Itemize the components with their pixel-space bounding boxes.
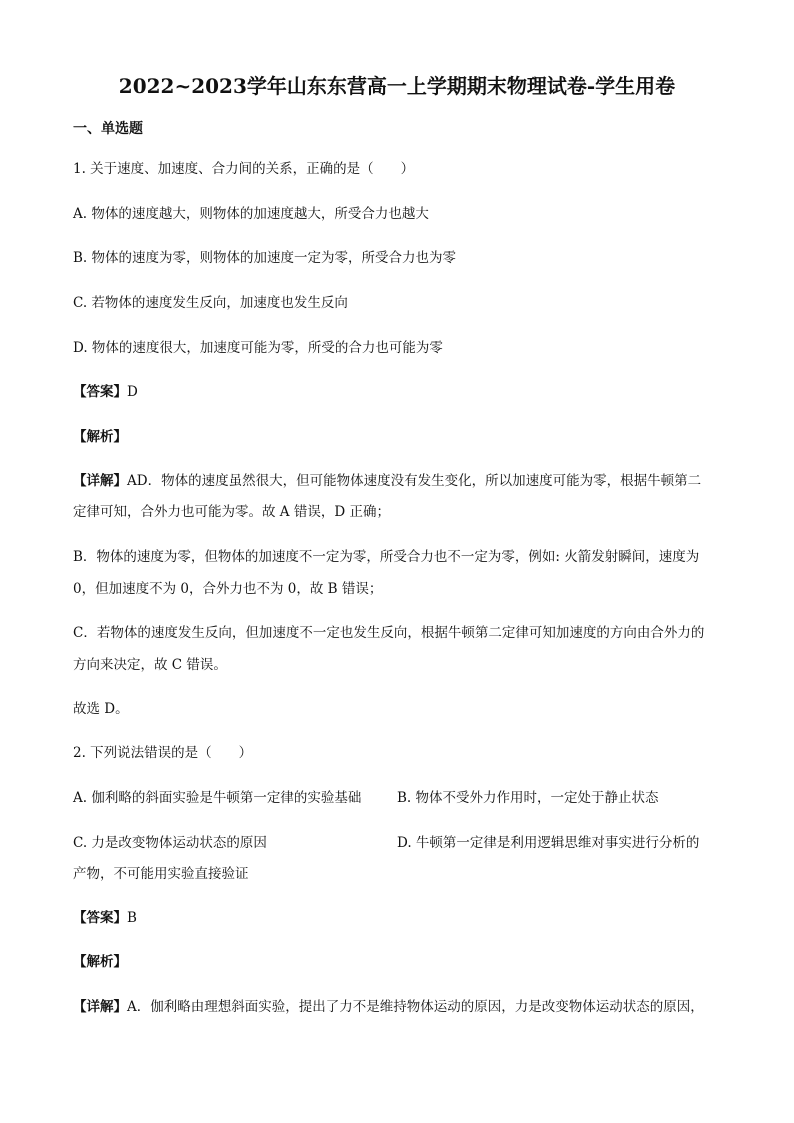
q2-analysis-tag: 【解析】	[73, 954, 127, 970]
q1-stem: 1. 关于速度、加速度、合力间的关系，正确的是（ ）	[73, 161, 415, 177]
q2-option-c: C. 力是改变物体运动状态的原因	[73, 835, 267, 851]
answer-tag: 【答案】	[73, 384, 127, 400]
q1-option-c: C. 若物体的速度发生反向，加速度也发生反向	[73, 295, 348, 311]
q1-option-d: D. 物体的速度很大，加速度可能为零，所受的合力也可能为零	[73, 340, 443, 356]
section-heading: 一、单选题	[73, 121, 143, 137]
q2-option-d: D. 牛顿第一定律是利用逻辑思维对事实进行分析的	[397, 835, 700, 851]
detail-text: AD．物体的速度虽然很大，但可能物体速度没有发生变化，所以加速度可能为零，根据牛顿第二	[127, 473, 702, 489]
detail-tag: 【详解】	[73, 473, 127, 489]
q2-option-b: B. 物体不受外力作用时，一定处于静止状态	[397, 790, 659, 806]
q1-option-a: A. 物体的速度越大，则物体的加速度越大，所受合力也越大	[73, 206, 429, 222]
q1-detail-line-2: 定律可知，合外力也可能为零。故 A 错误，D 正确；	[73, 504, 390, 520]
q2-option-a: A. 伽利略的斜面实验是牛顿第一定律的实验基础	[73, 790, 362, 806]
q1-conclusion: 故选 D。	[73, 701, 129, 717]
q1-option-b: B. 物体的速度为零，则物体的加速度一定为零，所受合力也为零	[73, 250, 457, 266]
detail-tag: 【详解】	[73, 999, 127, 1015]
q2-detail-line-1	[73, 998, 704, 1016]
answer-value: D	[127, 384, 138, 400]
q2-option-d-cont: 产物，不可能用实验直接验证	[73, 866, 249, 882]
q1-answer	[73, 383, 138, 401]
q2-stem: 2. 下列说法错误的是（ ）	[73, 745, 253, 761]
q2-answer	[73, 909, 137, 927]
q1-detail-line-6: 方向来决定，故 C 错误。	[73, 657, 227, 673]
detail-text: A．伽利略由理想斜面实验，提出了力不是维持物体运动的原因，力是改变物体运动状态的原因，	[127, 999, 704, 1015]
q1-detail-line-3: B．物体的速度为零，但物体的加速度不一定为零，所受合力也不一定为零，例如: 火箭发射瞬间，速度为	[73, 549, 700, 565]
q1-detail-line-4: 0，但加速度不为 0，合外力也不为 0，故 B 错误；	[73, 581, 383, 597]
answer-value: B	[127, 910, 137, 926]
q1-analysis-tag: 【解析】	[73, 429, 127, 445]
answer-tag: 【答案】	[73, 910, 127, 926]
document-title: 2022~2023学年山东东营高一上学期期末物理试卷-学生用卷	[118, 74, 676, 98]
q1-detail-line-1	[73, 472, 701, 490]
q1-detail-line-5: C．若物体的速度发生反向，但加速度不一定也发生反向，根据牛顿第二定律可知加速度的方向由合外力的	[73, 625, 705, 641]
